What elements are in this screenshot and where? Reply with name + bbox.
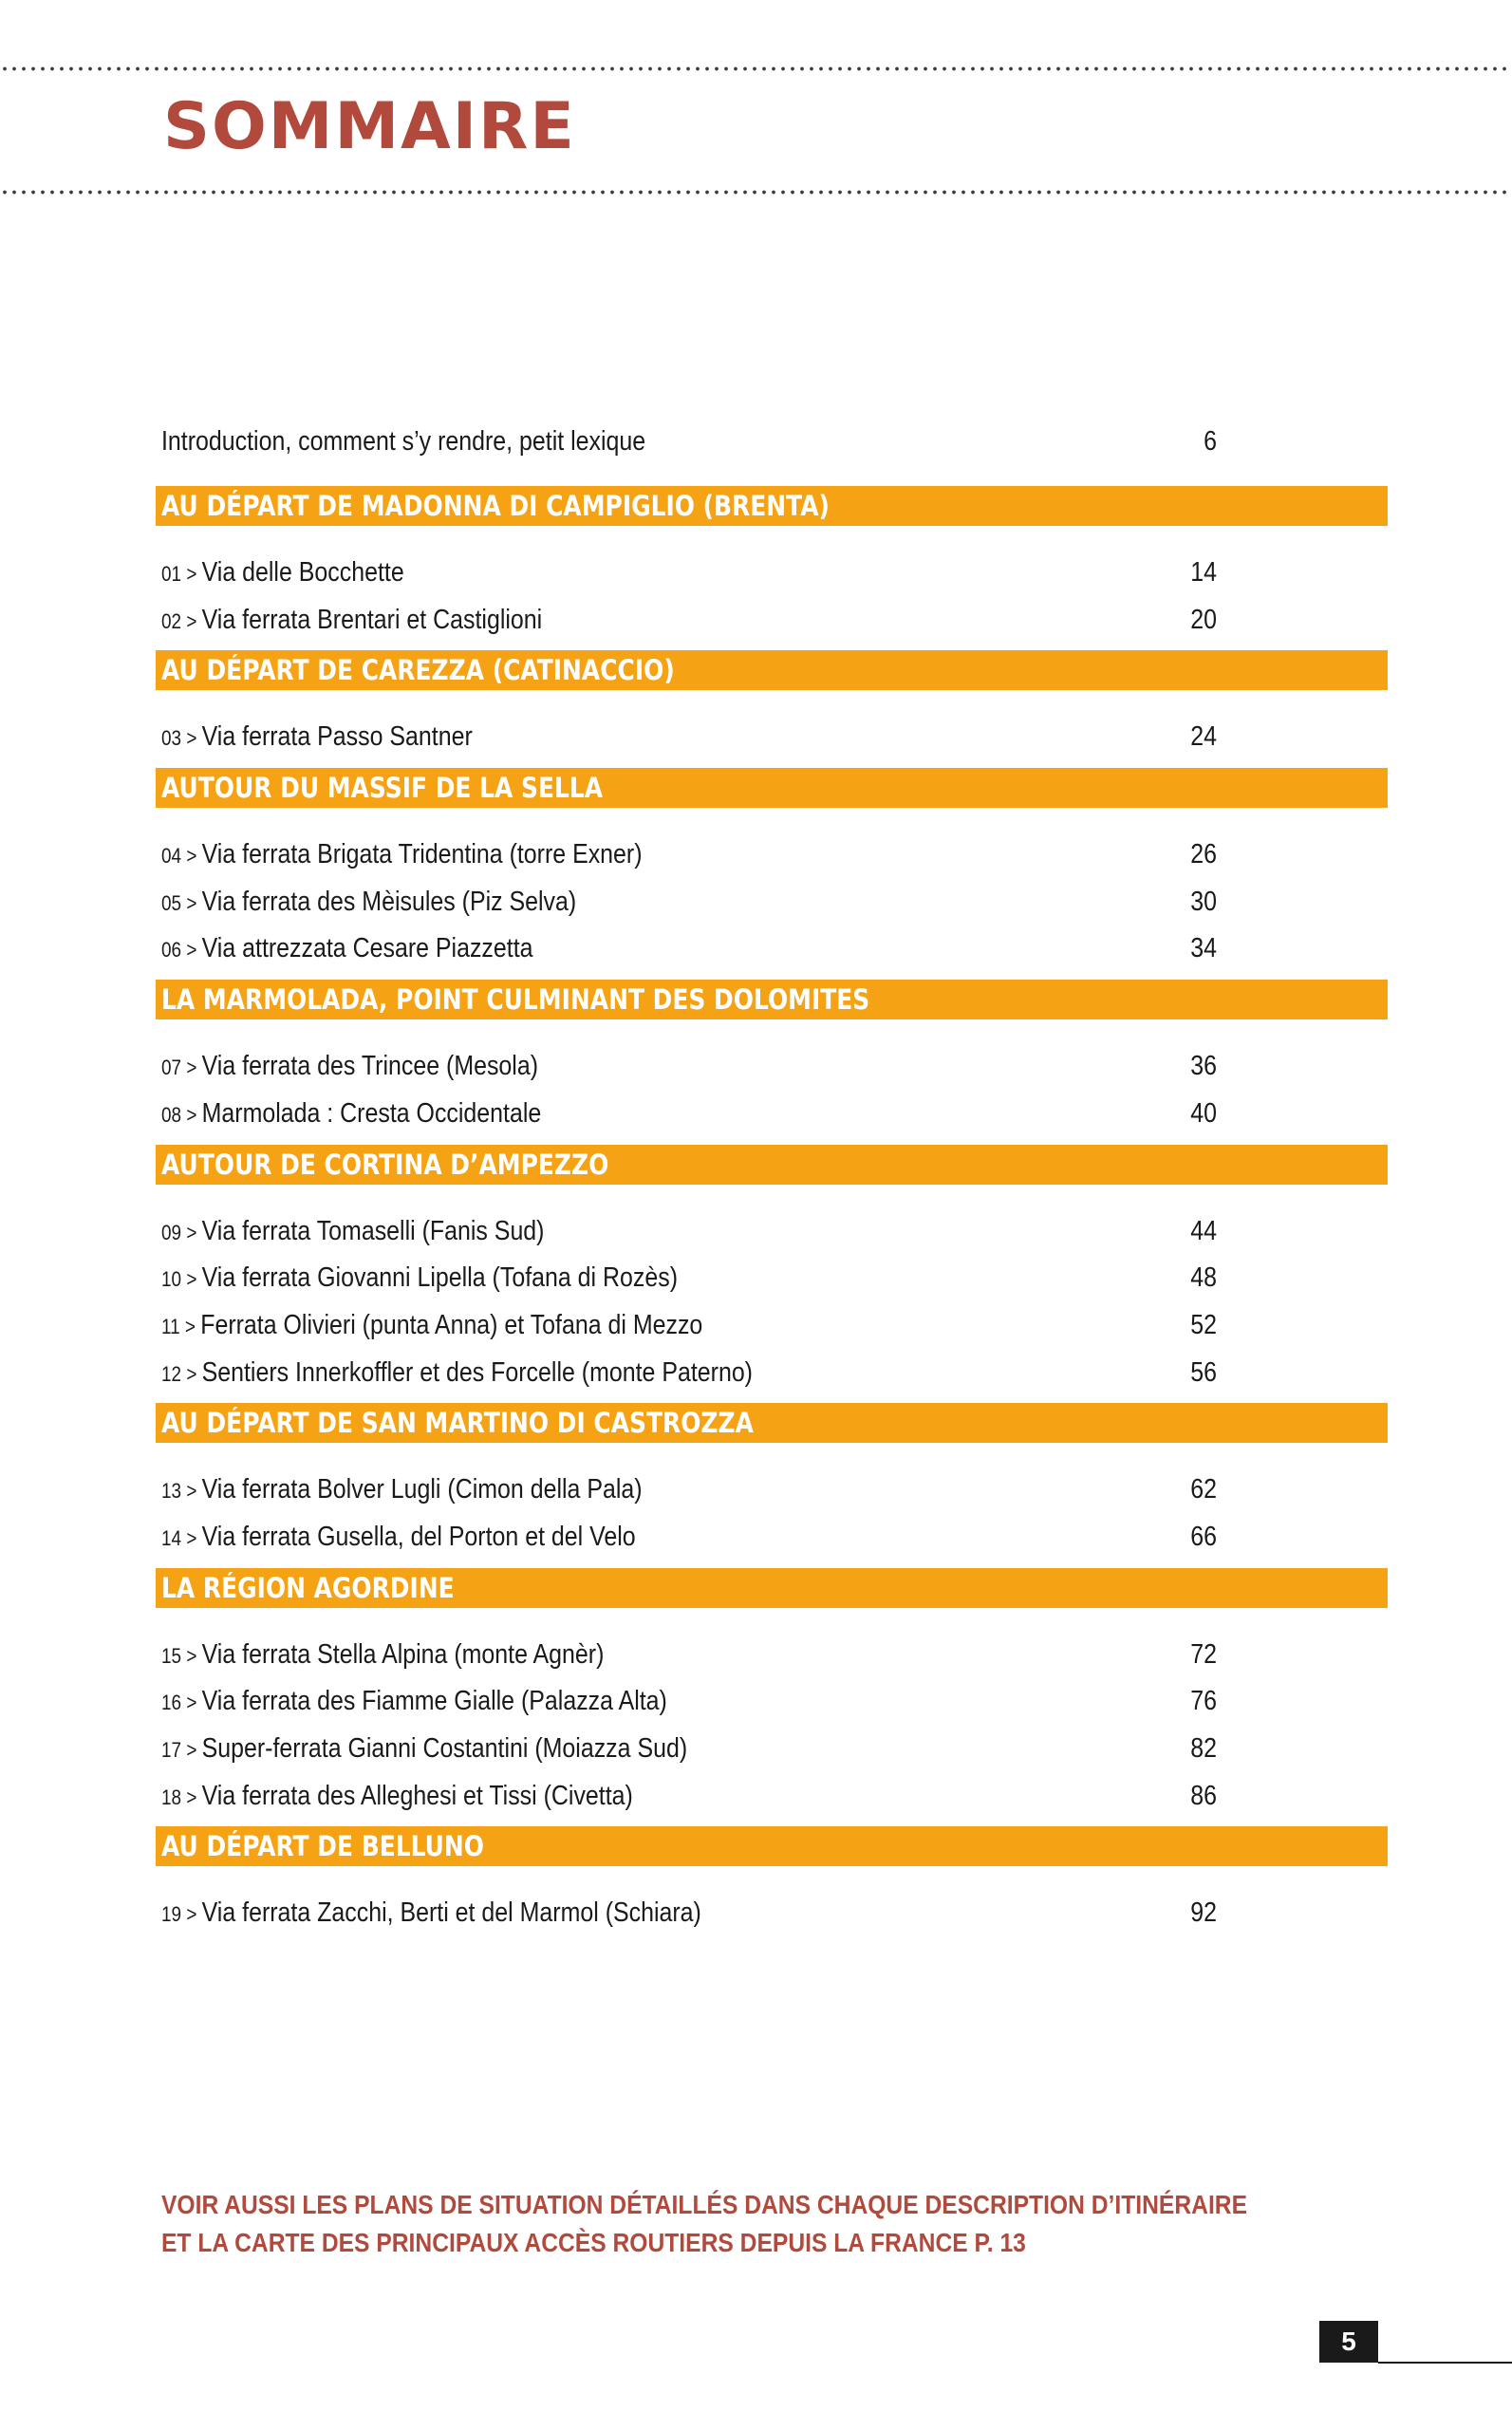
toc-entry[interactable] [0, 596, 1512, 644]
toc-entry-separator: > [181, 562, 202, 586]
dotted-rule-bottom [0, 190, 1512, 195]
toc-entry-title: Sentiers Innerkoffler et des Forcelle (monte Paterno) [201, 1356, 754, 1388]
toc-entry-title: Via ferrata Tomaselli (Fanis Sud) [201, 1215, 545, 1246]
toc-entry-page: 44 [1190, 1215, 1217, 1246]
toc-entry-label [161, 1254, 678, 1303]
section-heading: AU DÉPART DE CAREZZA (CATINACCIO) [161, 654, 675, 687]
toc-entry-separator: > [181, 890, 202, 915]
toc-section-header [0, 1561, 1512, 1631]
toc-entry-number: 10 [161, 1267, 182, 1292]
toc-entry-title: Via ferrata Bolver Lugli (Cimon della Pala) [201, 1474, 643, 1505]
toc-entry-separator: > [181, 1738, 202, 1762]
toc-entry-title: Via ferrata Zacchi, Berti et del Marmol (Schiara) [201, 1897, 701, 1929]
toc-entry-separator: > [181, 1056, 202, 1080]
toc-entry-title: Via ferrata des Fiamme Gialle (Palazza Alta) [201, 1686, 667, 1717]
toc-entry-number: 03 [161, 726, 182, 751]
section-heading: AU DÉPART DE BELLUNO [161, 1830, 484, 1863]
page-title: SOMMAIRE [163, 89, 576, 164]
toc-entry-label [161, 1042, 538, 1092]
toc-entry-number: 01 [161, 562, 182, 586]
toc-entry-label [161, 596, 542, 645]
toc-entry-separator: > [181, 1220, 202, 1244]
see-also-note [161, 2186, 1247, 2262]
see-also-note-line-2: ET LA CARTE DES PRINCIPAUX ACCÈS ROUTIERS DEPUIS LA FRANCE P. 13 [161, 2228, 1026, 2257]
toc-entry-page: 72 [1190, 1638, 1217, 1670]
toc-entry[interactable] [0, 878, 1512, 925]
toc-entry-separator: > [181, 1525, 202, 1550]
section-bar [156, 980, 1388, 1019]
toc-entry-label [161, 1772, 633, 1822]
toc-entry-number: 04 [161, 844, 182, 869]
toc-entry-label [161, 925, 533, 974]
toc-entry-label [161, 831, 643, 880]
toc-section-header [0, 643, 1512, 713]
toc-entry[interactable] [0, 1513, 1512, 1561]
toc-entry-number: 15 [161, 1643, 182, 1668]
toc-entry-title: Via ferrata Gusella, del Porton et del Velo [201, 1521, 636, 1552]
toc-entry-number: 09 [161, 1220, 182, 1244]
toc-intro-page: 6 [1204, 426, 1217, 457]
toc-entry-label [161, 1677, 667, 1727]
toc-entry[interactable] [0, 925, 1512, 972]
toc-entry-label [161, 878, 576, 927]
toc-entry-number: 07 [161, 1056, 182, 1080]
toc-entry-separator: > [181, 1902, 202, 1927]
toc-entry-page: 30 [1190, 886, 1217, 917]
toc-entry-page: 14 [1190, 557, 1217, 588]
toc-entry-title: Via ferrata Giovanni Lipella (Tofana di Rozès) [201, 1262, 679, 1294]
toc-entry-separator: > [179, 1314, 201, 1338]
toc-entry-page: 56 [1190, 1356, 1217, 1388]
toc-entry-separator: > [181, 1267, 202, 1292]
toc-entry-label [161, 713, 473, 762]
section-heading: LA MARMOLADA, POINT CULMINANT DES DOLOMITES [161, 983, 870, 1017]
toc-entry-page: 82 [1190, 1733, 1217, 1764]
toc-entry[interactable] [0, 1889, 1512, 1936]
toc-entry-title: Via ferrata des Alleghesi et Tissi (Civetta) [201, 1780, 633, 1811]
toc-section-header [0, 1137, 1512, 1207]
toc-entry-separator: > [181, 844, 202, 869]
toc-entry[interactable] [0, 1466, 1512, 1513]
toc-entry-title: Via delle Bocchette [201, 557, 404, 588]
table-of-contents [0, 418, 1512, 1936]
toc-entry-number: 05 [161, 890, 182, 915]
toc-entry[interactable] [0, 1254, 1512, 1301]
toc-intro-label: Introduction, comment s’y rendre, petit lexique [161, 426, 646, 457]
toc-entry-separator: > [181, 1479, 202, 1504]
toc-entry[interactable] [0, 1725, 1512, 1772]
toc-entry-title: Via ferrata des Mèisules (Piz Selva) [201, 886, 577, 917]
toc-entry-page: 86 [1190, 1780, 1217, 1811]
toc-entry-page: 92 [1190, 1897, 1217, 1929]
toc-entry-page: 76 [1190, 1686, 1217, 1717]
toc-entry-separator: > [181, 1643, 202, 1668]
toc-entry-page: 24 [1190, 721, 1217, 753]
toc-entry[interactable] [0, 1207, 1512, 1255]
section-bar [156, 1145, 1388, 1185]
toc-entry-page: 48 [1190, 1262, 1217, 1294]
section-bar [156, 486, 1388, 526]
toc-entry[interactable] [0, 1631, 1512, 1678]
toc-entry-number: 14 [161, 1525, 182, 1550]
toc-entry-title: Via ferrata Stella Alpina (monte Agnèr) [201, 1638, 605, 1670]
section-bar [156, 1568, 1388, 1608]
section-heading: AU DÉPART DE MADONNA DI CAMPIGLIO (BRENTA) [161, 490, 830, 522]
toc-entry-page: 40 [1190, 1097, 1217, 1129]
toc-entry-number: 18 [161, 1785, 182, 1809]
toc-section-header [0, 972, 1512, 1042]
toc-entry-page: 66 [1190, 1521, 1217, 1552]
toc-entry-title: Via attrezzata Cesare Piazzetta [201, 933, 533, 964]
toc-entry-page: 36 [1190, 1051, 1217, 1082]
section-heading: LA RÉGION AGORDINE [161, 1571, 455, 1604]
toc-entry-number: 19 [161, 1902, 182, 1927]
toc-entry-number: 08 [161, 1102, 182, 1127]
toc-entry-number: 16 [161, 1691, 182, 1715]
see-also-note-line-1: VOIR AUSSI LES PLANS DE SITUATION DÉTAILLÉS DANS CHAQUE DESCRIPTION D’ITINÉRAIRE [161, 2190, 1248, 2219]
toc-entry-page: 26 [1190, 839, 1217, 870]
toc-entry-label [161, 1466, 643, 1515]
toc-entry-label [161, 1349, 753, 1398]
toc-entry[interactable] [0, 1301, 1512, 1349]
toc-entry-title: Via ferrata Passo Santner [201, 721, 473, 753]
toc-entry-page: 20 [1190, 604, 1217, 635]
toc-entry-title: Via ferrata Brigata Tridentina (torre Exner) [201, 839, 643, 870]
toc-entry-number: 11 [161, 1314, 180, 1338]
toc-entry-title: Via ferrata Brentari et Castiglioni [201, 604, 543, 635]
toc-entry-number: 13 [161, 1479, 182, 1504]
toc-entry-label [161, 1513, 636, 1562]
toc-entry-label [161, 1725, 687, 1774]
toc-section-header [0, 478, 1512, 549]
toc-entry-separator: > [181, 726, 202, 751]
toc-entry-title: Marmolada : Cresta Occidentale [201, 1097, 542, 1129]
toc-entry[interactable] [0, 1772, 1512, 1820]
toc-entry[interactable] [0, 713, 1512, 760]
toc-entry-label [161, 1631, 604, 1680]
toc-entry-separator: > [181, 1361, 202, 1386]
toc-entry-label [161, 1889, 701, 1938]
toc-section-header [0, 1819, 1512, 1889]
toc-entry-label [161, 549, 404, 598]
toc-entry-page: 34 [1190, 933, 1217, 964]
section-heading: AUTOUR DU MASSIF DE LA SELLA [161, 772, 604, 805]
toc-entry[interactable] [0, 1090, 1512, 1137]
toc-entry-number: 12 [161, 1361, 182, 1386]
toc-entry[interactable] [0, 831, 1512, 878]
toc-section-header [0, 1395, 1512, 1466]
toc-entry-number: 06 [161, 938, 182, 963]
toc-intro-row[interactable] [0, 418, 1512, 478]
section-heading: AUTOUR DE CORTINA D’AMPEZZO [161, 1148, 609, 1181]
toc-entry-separator: > [181, 1691, 202, 1715]
toc-entry[interactable] [0, 1677, 1512, 1725]
section-bar [156, 1826, 1388, 1866]
section-bar [156, 1403, 1388, 1443]
toc-entry[interactable] [0, 549, 1512, 596]
toc-entry-label [161, 1207, 544, 1257]
toc-section-header [0, 760, 1512, 831]
toc-entry[interactable] [0, 1042, 1512, 1090]
toc-entry-label [161, 1090, 541, 1139]
toc-entry-page: 62 [1190, 1474, 1217, 1505]
toc-entry-title: Ferrata Olivieri (punta Anna) et Tofana di Mezzo [200, 1309, 703, 1340]
toc-entry-title: Super-ferrata Gianni Costantini (Moiazza Sud) [201, 1733, 688, 1764]
dotted-rule-top [0, 66, 1512, 71]
section-heading: AU DÉPART DE SAN MARTINO DI CASTROZZA [161, 1407, 754, 1440]
toc-entry-page: 52 [1190, 1309, 1217, 1340]
page-number-rule [1378, 2362, 1512, 2364]
section-bar [156, 650, 1388, 690]
toc-entry-number: 02 [161, 608, 182, 633]
toc-entry-separator: > [181, 1102, 202, 1127]
toc-entry-separator: > [181, 1785, 202, 1809]
toc-entry-number: 17 [161, 1738, 182, 1762]
toc-entry-separator: > [181, 608, 202, 633]
toc-entry-title: Via ferrata des Trincee (Mesola) [201, 1051, 539, 1082]
section-bar [156, 768, 1388, 808]
toc-entry-label [161, 1301, 702, 1351]
toc-entry-separator: > [181, 938, 202, 963]
toc-entry[interactable] [0, 1349, 1512, 1396]
page-number: 5 [1319, 2321, 1378, 2363]
